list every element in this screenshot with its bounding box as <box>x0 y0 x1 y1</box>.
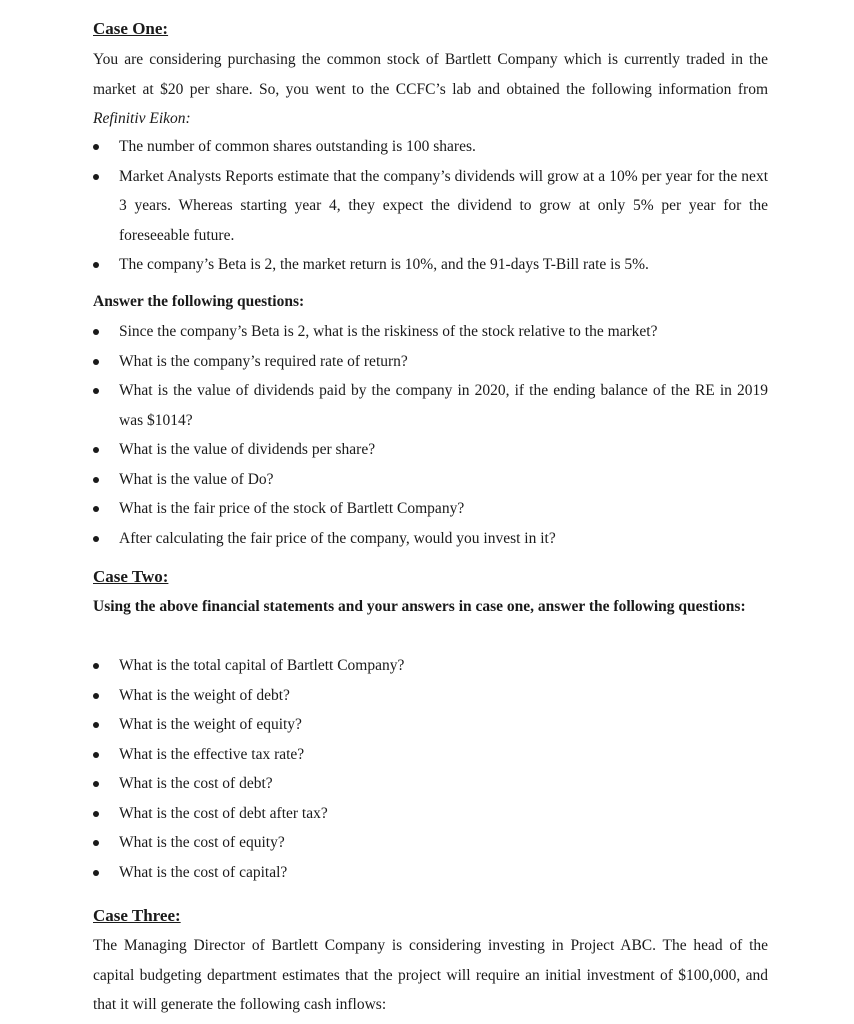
list-item: What is the value of dividends per share? <box>93 435 768 465</box>
list-item: The company’s Beta is 2, the market return is 10%, and the 91-days T-Bill rate is 5%. <box>93 250 768 280</box>
list-item: The number of common shares outstanding is 100 shares. <box>93 132 768 162</box>
case-one-intro-source: Refinitiv Eikon: <box>93 110 191 127</box>
case-one-intro-text: You are considering purchasing the common stock of Bartlett Company which is currently traded in the market at $20 per share. So, you went to the CCFC’s lab and obtained the following information from <box>93 51 768 98</box>
case-one-questions-list <box>93 317 768 553</box>
case-three-title: Case Three: <box>93 906 181 925</box>
list-item: Market Analysts Reports estimate that the company’s dividends will grow at a 10% per year for the next 3 years. Whereas starting year 4, they expect the dividend to grow at only 5% per year for the foreseeable future. <box>93 162 768 251</box>
list-item: What is the weight of debt? <box>93 681 768 711</box>
bullet-icon <box>93 477 99 483</box>
list-item: What is the value of dividends paid by the company in 2020, if the ending balance of the RE in 2019 was $1014? <box>93 376 768 435</box>
bullet-icon <box>93 752 99 758</box>
list-item: What is the value of Do? <box>93 465 768 495</box>
bullet-icon <box>93 811 99 817</box>
case-two-instructions: Using the above financial statements and your answers in case one, answer the following questions: <box>93 598 746 615</box>
list-item: What is the cost of debt after tax? <box>93 799 768 829</box>
bullet-icon <box>93 262 99 268</box>
list-item: What is the weight of equity? <box>93 710 768 740</box>
list-item: After calculating the fair price of the company, would you invest in it? <box>93 524 768 554</box>
list-item: What is the effective tax rate? <box>93 740 768 770</box>
case-two-questions-list <box>93 651 768 887</box>
bullet-icon <box>93 693 99 699</box>
case-three-intro: The Managing Director of Bartlett Company is considering investing in Project ABC. The head of the capital budgeting department estimates that the project will require an initial investment of $100,000, and that it will generate the following cash inflows: <box>93 937 768 1013</box>
bullet-icon <box>93 506 99 512</box>
bullet-icon <box>93 870 99 876</box>
case-one-facts-list <box>93 132 768 280</box>
case-one-intro <box>93 45 768 134</box>
bullet-icon <box>93 663 99 669</box>
case-one-title: Case One: <box>93 19 169 38</box>
list-item: What is the company’s required rate of return? <box>93 347 768 377</box>
bullet-icon <box>93 536 99 542</box>
list-item: What is the total capital of Bartlett Company? <box>93 651 768 681</box>
list-item: What is the cost of debt? <box>93 769 768 799</box>
list-item: What is the cost of equity? <box>93 828 768 858</box>
bullet-icon <box>93 329 99 335</box>
list-item: Since the company’s Beta is 2, what is the riskiness of the stock relative to the market? <box>93 317 768 347</box>
bullet-icon <box>93 447 99 453</box>
case-one-questions-heading: Answer the following questions: <box>93 293 305 310</box>
bullet-icon <box>93 722 99 728</box>
list-item: What is the fair price of the stock of Bartlett Company? <box>93 494 768 524</box>
bullet-icon <box>93 359 99 365</box>
bullet-icon <box>93 781 99 787</box>
bullet-icon <box>93 840 99 846</box>
case-two-title: Case Two: <box>93 567 169 586</box>
bullet-icon <box>93 388 99 394</box>
bullet-icon <box>93 144 99 150</box>
bullet-icon <box>93 174 99 180</box>
list-item: What is the cost of capital? <box>93 858 768 888</box>
